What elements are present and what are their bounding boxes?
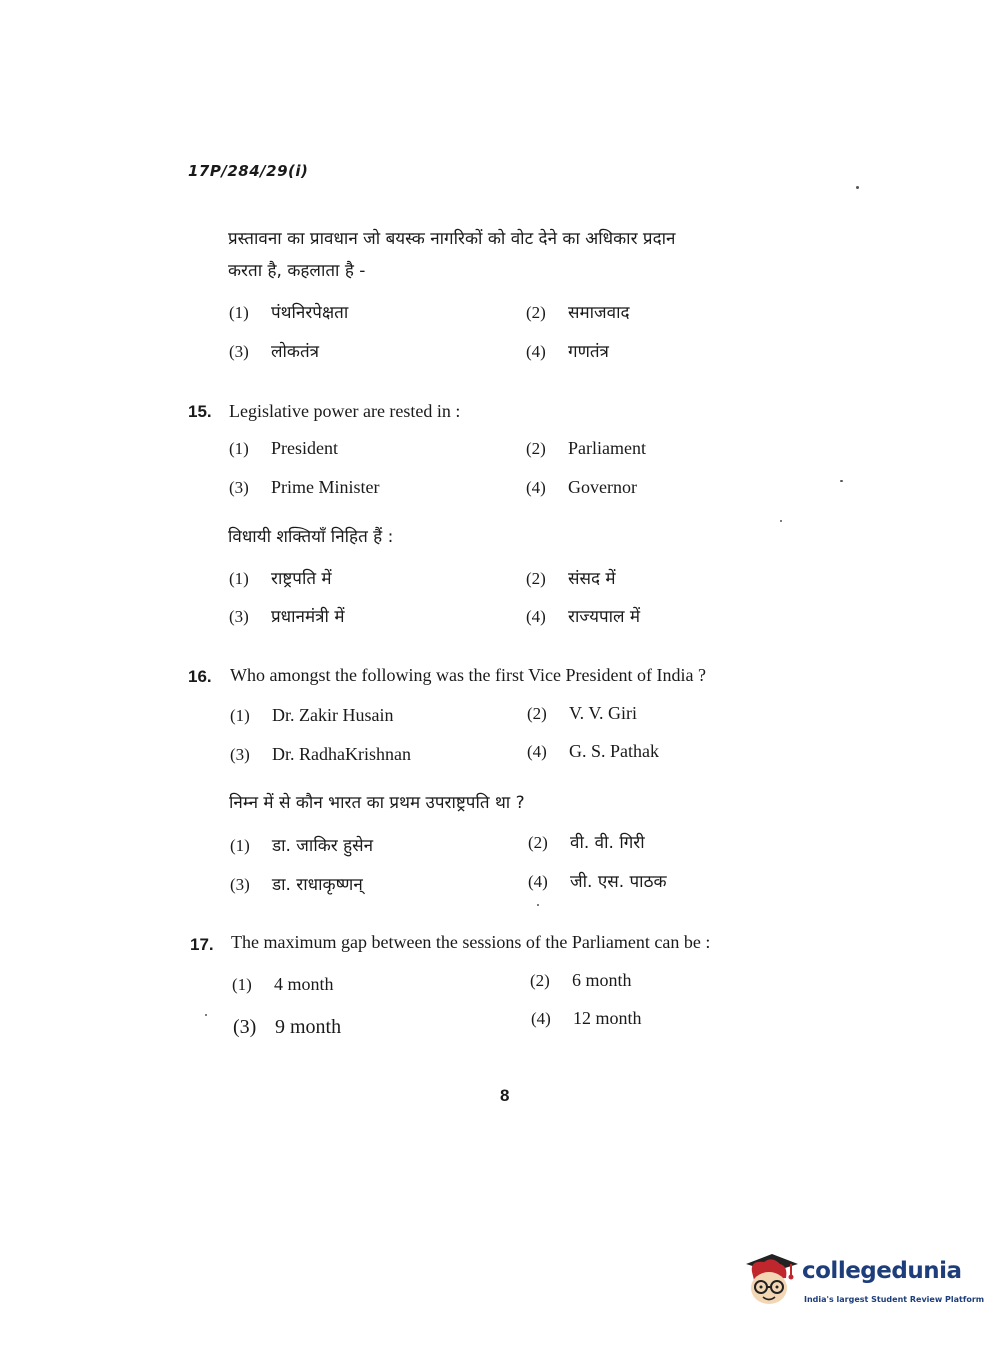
q17-option-4: (4) 12 month — [531, 1008, 642, 1028]
q14-text-line2: करता है, कहलाता है - — [228, 261, 366, 281]
q16-option-3-hi: (3) डा. राधाकृष्णन् — [230, 875, 363, 895]
page-number: 8 — [500, 1086, 510, 1105]
paper-code: 17P/284/29(i) — [188, 162, 309, 180]
q16-text-en: Who amongst the following was the first Vice President of India ? — [230, 665, 706, 685]
q15-text-en: Legislative power are rested in : — [229, 401, 461, 421]
q15-option-1-en: (1) President — [229, 438, 338, 458]
q16-option-2-en: (2) V. V. Giri — [527, 703, 638, 723]
q17-option-1: (1) 4 month — [232, 974, 334, 994]
q15-option-2-hi: (2) संसद में — [526, 569, 616, 589]
brand-tagline: India's largest Student Review Platform — [804, 1295, 985, 1304]
q17-number: 17. — [190, 935, 214, 954]
q15-option-3-en: (3) Prime Minister — [229, 477, 380, 497]
q16-option-2-hi: (2) वी. वी. गिरी — [528, 833, 645, 853]
q14-option-3: (3) लोकतंत्र — [229, 342, 320, 362]
q15-text-hi: विधायी शक्तियाँ निहित हैं : — [228, 527, 394, 547]
q16-option-4-en: (4) G. S. Pathak — [527, 741, 659, 761]
q16-option-3-en: (3) Dr. RadhaKrishnan — [230, 744, 411, 764]
q16-number: 16. — [188, 667, 212, 686]
q16-option-1-hi: (1) डा. जाकिर हुसेन — [230, 836, 374, 856]
scan-speck — [856, 186, 859, 189]
scan-speck — [840, 480, 843, 482]
scan-speck — [205, 1014, 207, 1016]
q15-option-2-en: (2) Parliament — [526, 438, 646, 458]
q17-option-2: (2) 6 month — [530, 970, 632, 990]
q16-option-4-hi: (4) जी. एस. पाठक — [528, 872, 667, 892]
scan-speck — [537, 904, 539, 906]
q15-option-3-hi: (3) प्रधानमंत्री में — [229, 607, 345, 627]
q15-option-4-hi: (4) राज्यपाल में — [526, 607, 641, 627]
mascot-icon — [742, 1250, 800, 1312]
q15-option-1-hi: (1) राष्ट्रपति में — [229, 569, 332, 589]
q15-number: 15. — [188, 402, 212, 421]
q16-option-1-en: (1) Dr. Zakir Husain — [230, 705, 394, 725]
q17-option-3: (3) 9 month — [233, 1016, 342, 1038]
q14-text-line1: प्रस्तावना का प्रावधान जो बयस्क नागरिकों को वोट देने का अधिकार प्रदान — [228, 229, 676, 249]
brand-name: collegedunia — [802, 1258, 962, 1284]
q16-text-hi: निम्न में से कौन भारत का प्रथम उपराष्ट्रपति था ? — [229, 793, 525, 813]
q14-option-2: (2) समाजवाद — [526, 303, 630, 323]
collegedunia-logo[interactable] — [742, 1250, 985, 1312]
q14-option-1: (1) पंथनिरपेक्षता — [229, 303, 349, 323]
scan-speck — [780, 520, 782, 522]
q14-option-4: (4) गणतंत्र — [526, 342, 609, 362]
q17-text-en: The maximum gap between the sessions of the Parliament can be : — [231, 932, 711, 952]
q15-option-4-en: (4) Governor — [526, 477, 637, 497]
